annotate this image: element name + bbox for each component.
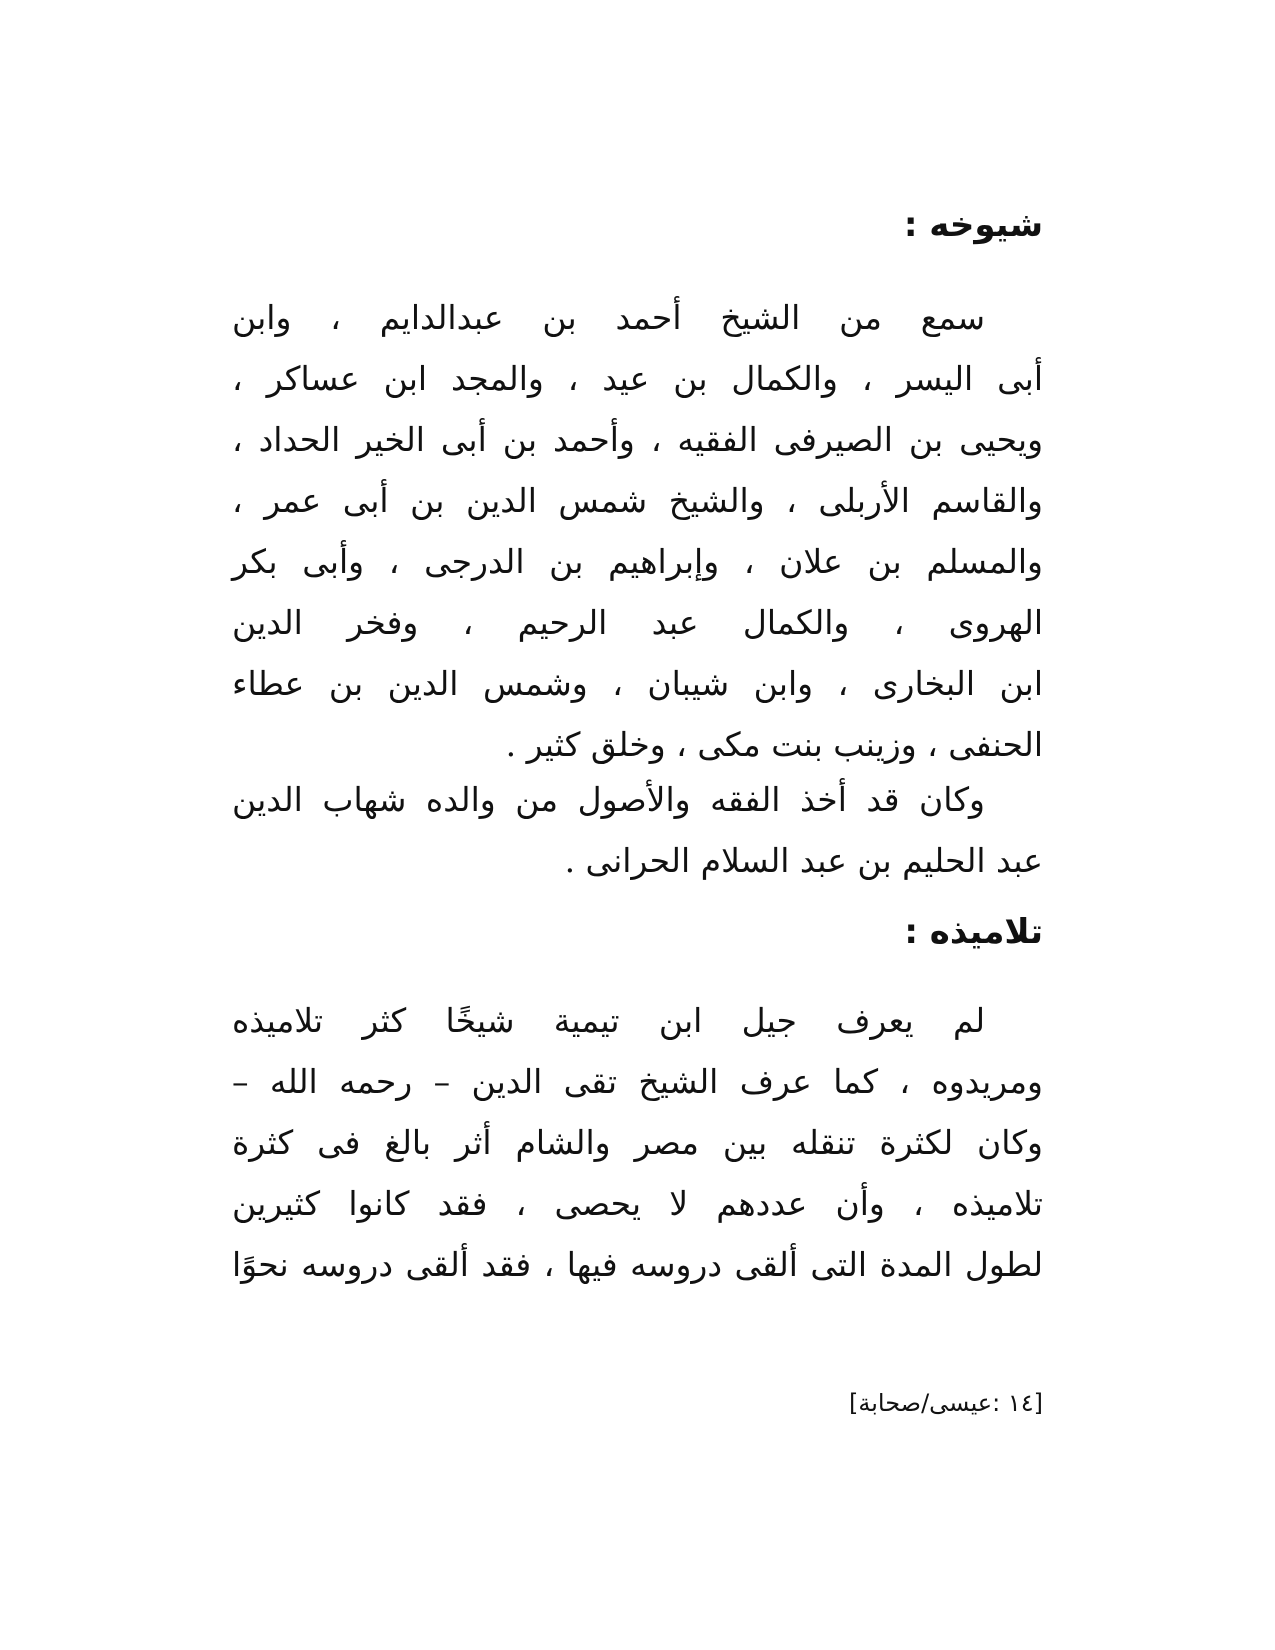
paragraph-line: والقاسم الأربلى ، والشيخ شمس الدين بن أبى عمر ، — [232, 481, 1043, 520]
paragraph-line: وكان قد أخذ الفقه والأصول من والده شهاب الدين — [232, 780, 985, 819]
paragraph-teachers — [232, 287, 1043, 775]
paragraph-line: سمع من الشيخ أحمد بن عبدالدايم ، وابن — [232, 298, 985, 337]
paragraph-line: الهروى ، والكمال عبد الرحيم ، وفخر الدين — [232, 603, 1043, 642]
paragraph-line: الحنفى ، وزينب بنت مكى ، وخلق كثير . — [505, 725, 1043, 764]
paragraph-line: ومريدوه ، كما عرف الشيخ تقى الدين – رحمه الله – — [232, 1062, 1043, 1101]
paragraph-line: أبى اليسر ، والكمال بن عيد ، والمجد ابن عساكر ، — [232, 359, 1043, 398]
paragraph-father — [232, 769, 1043, 891]
page-footer-reference: [١٤ :عيسى/صحابة] — [848, 1389, 1043, 1417]
paragraph-line: تلاميذه ، وأن عددهم لا يحصى ، فقد كانوا كثيرين — [232, 1184, 1043, 1223]
paragraph-line: ابن البخارى ، وابن شيبان ، وشمس الدين بن عطاء — [232, 664, 1043, 703]
heading-teachers: شيوخه : — [903, 205, 1043, 245]
paragraph-students — [232, 990, 1043, 1295]
paragraph-line: عبد الحليم بن عبد السلام الحرانى . — [564, 841, 1043, 880]
paragraph-line: والمسلم بن علان ، وإبراهيم بن الدرجى ، وأبى بكر — [232, 542, 1043, 581]
paragraph-line: ويحيى بن الصيرفى الفقيه ، وأحمد بن أبى الخير الحداد ، — [232, 420, 1043, 459]
heading-students: تلاميذه : — [904, 912, 1043, 952]
paragraph-line: لم يعرف جيل ابن تيمية شيخًا كثر تلاميذه — [232, 1001, 985, 1040]
paragraph-line: وكان لكثرة تنقله بين مصر والشام أثر بالغ فى كثرة — [232, 1123, 1043, 1162]
paragraph-line: لطول المدة التى ألقى دروسه فيها ، فقد ألقى دروسه نحوًا — [232, 1245, 1043, 1284]
